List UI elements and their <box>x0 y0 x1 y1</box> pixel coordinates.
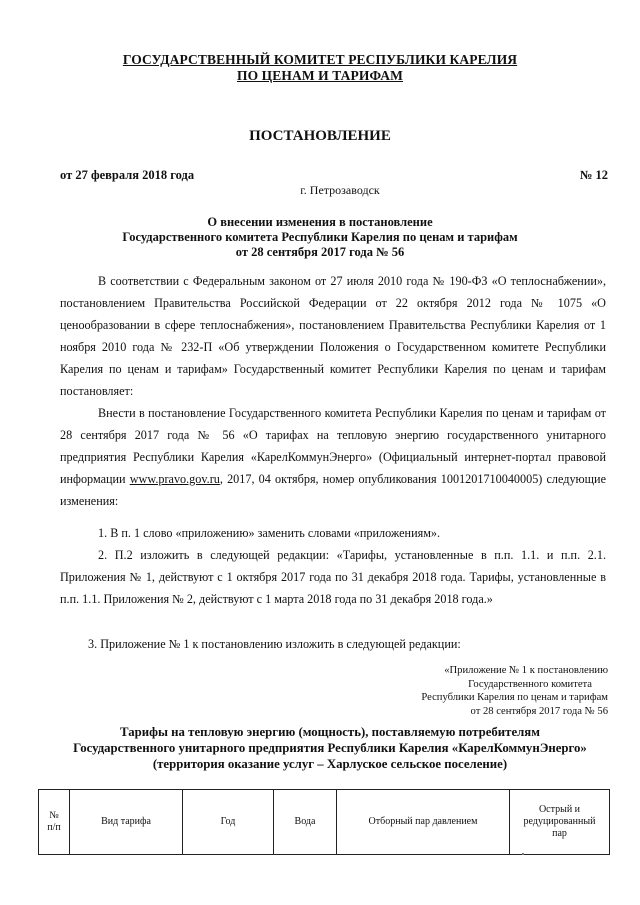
document-date: от 27 февраля 2018 года <box>60 168 195 182</box>
table-header-row <box>39 790 610 855</box>
col-sharp-line1: Острый и <box>538 804 581 815</box>
pravo-link[interactable]: www.pravo.gov.ru <box>129 472 220 486</box>
col-no-line2: п/п <box>47 822 61 833</box>
col-year: Год <box>183 790 274 855</box>
tariff-table <box>38 789 610 855</box>
document-city: г. Петрозаводск <box>300 183 380 197</box>
tariff-title-line2: Государственного унитарного предприятия Республики Карелия «КарелКоммунЭнерго» <box>73 741 587 755</box>
col-steam-pressure: Отборный пар давлением <box>337 790 510 855</box>
col-sharp-line2: редуцированный <box>523 816 596 827</box>
tariff-title-line3: (территория оказание услуг – Харлуское сельское поселение) <box>152 757 508 771</box>
subject-line3: от 28 сентября 2017 года № 56 <box>235 245 405 259</box>
preamble-paragraph: В соответствии с Федеральным законом от 27 июля 2010 года № 190-ФЗ «О теплоснабжении», постановлением Правительства Российской Федерации от 22 октября 2012 года № 1075 «О ценообразовании в сфере теплоснабжения», постановлением Правительства Республики Карелия от 1 ноября 2010 года № 232-П «Об утверждении Положения о Государственном комитете Республики Карелия по ценам и тарифам» Государственный комитет Республики Карелия по ценам и тарифам постановляет: <box>60 274 606 398</box>
col-no <box>39 790 70 855</box>
amendment-text-start: Внести в постановление Государственного комитета Республики Карелия по ценам и тарифам от 28 сентября 2017 года № 56 «О тарифах на тепловую энергию государственного унитарного предприятия Республики Карелия «КарелКоммунЭнерго» (Официальный интернет-портал правовой информации <box>60 406 606 486</box>
appendix-line3: Республики Карелия по ценам и тарифам <box>421 692 608 703</box>
appendix-line4: от 28 сентября 2017 года № 56 <box>470 705 608 717</box>
scan-speck <box>522 853 524 855</box>
item-1: 1. В п. 1 слово «приложению» заменить словами «приложениям». <box>98 526 441 540</box>
subject-line2: Государственного комитета Республики Карелия по ценам и тарифам <box>122 230 518 244</box>
appendix-line1: «Приложение № 1 к постановлению <box>444 665 608 676</box>
col-sharp-line3: пар <box>552 828 567 839</box>
item-2: 2. П.2 изложить в следующей редакции: «Тарифы, установленные в п.п. 1.1. и п.п. 2.1. Приложения № 1, действуют с 1 октября 2017 года по 31 декабря 2018 года. Тарифы, установленные в п.п. 1.1. Приложения № 2, действуют с 1 марта 2018 года по 31 декабря 2018 года.» <box>60 548 606 606</box>
committee-name-line2: ПО ЦЕНАМ И ТАРИФАМ <box>237 68 403 83</box>
appendix-line2: Государственного комитета <box>468 678 592 690</box>
tariff-title-line1: Тарифы на тепловую энергию (мощность), поставляемую потребителям <box>120 725 540 739</box>
col-sharp-steam <box>510 790 610 855</box>
item-3: 3. Приложение № 1 к постановлению изложить в следующей редакции: <box>88 637 461 651</box>
committee-name-line1: ГОСУДАРСТВЕННЫЙ КОМИТЕТ РЕСПУБЛИКИ КАРЕЛИЯ <box>122 52 518 67</box>
amendment-text-end: , 2017, 04 октября, номер опубликования 1001201710040005) следующие изменения: <box>60 472 606 508</box>
subject-line1: О внесении изменения в постановление <box>207 215 433 229</box>
amendment-paragraph <box>60 402 606 512</box>
col-tariff-type: Вид тарифа <box>70 790 183 855</box>
appendix-ref <box>378 664 608 718</box>
col-water: Вода <box>274 790 337 855</box>
col-no-line1: № <box>49 810 59 821</box>
document-title: ПОСТАНОВЛЕНИЕ <box>249 128 391 144</box>
document-number: № 12 <box>579 168 608 182</box>
